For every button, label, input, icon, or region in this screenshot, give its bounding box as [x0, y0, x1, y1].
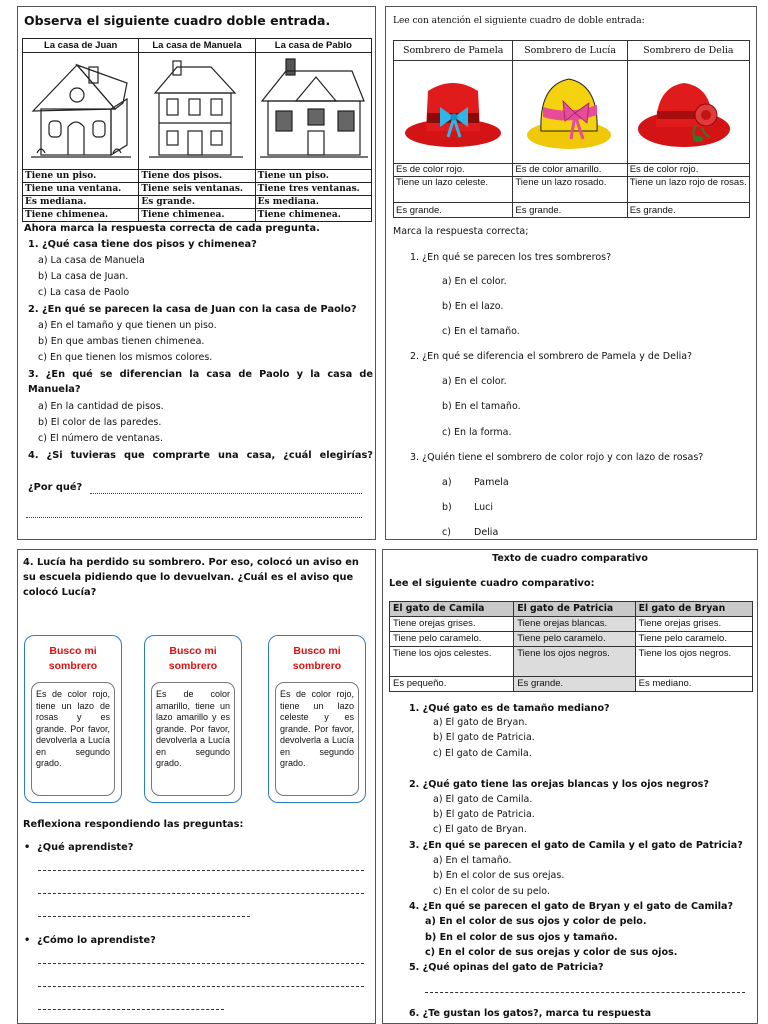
cats-table: [389, 601, 753, 692]
houses-cell-r2c1: Tiene una ventana.: [23, 183, 139, 196]
panel1-answer-line-2[interactable]: [26, 517, 362, 518]
cats-cell-r3c2: Tiene los ojos negros.: [514, 647, 635, 677]
notice-card-3-body: Es de color rojo, tiene un lazo celeste y es grande. Por favor, devolverla a Lucía en segundo grado.: [275, 682, 359, 796]
hats-header-pamela: Sombrero de Pamela: [394, 41, 513, 61]
panel1-question-4: 4. ¿Si tuvieras que comprarte una casa, ¿cuál elegirías?: [28, 450, 373, 461]
notice-card-2[interactable]: [144, 635, 242, 803]
houses-cell-r3c1: Es mediana.: [23, 196, 139, 209]
yellow-hat-pink-bow-icon: [513, 61, 626, 159]
panel4-q3-option-b[interactable]: b) En el color de sus orejas.: [433, 870, 565, 881]
panel1-q3-option-b[interactable]: b) El color de las paredes.: [38, 417, 162, 428]
bullet-dot-icon: •: [24, 842, 38, 853]
panel4-question-4: 4. ¿En qué se parecen el gato de Bryan y el gato de Camila?: [409, 901, 734, 912]
hat-lucia-image: [513, 61, 627, 164]
panel2-q3-option-b-letter[interactable]: b): [442, 502, 452, 513]
red-hat-roses-icon: [628, 61, 748, 159]
panel3-answer-line-5[interactable]: [38, 986, 364, 987]
panel4-q2-option-c[interactable]: c) El gato de Bryan.: [433, 824, 527, 835]
houses-cell-r2c3: Tiene tres ventanas.: [255, 183, 371, 196]
houses-cell-r4c3: Tiene chimenea.: [255, 209, 371, 222]
panel3-answer-line-6[interactable]: [38, 1009, 224, 1010]
panel1-question-2: 2. ¿En qué se parecen la casa de Juan con la casa de Paolo?: [28, 304, 357, 315]
panel1-q3-option-a[interactable]: a) En la cantidad de pisos.: [38, 401, 164, 412]
houses-cell-r3c2: Es grande.: [139, 196, 255, 209]
houses-header-pablo: La casa de Pablo: [255, 39, 371, 53]
hats-cell-r3c3: Es grande.: [627, 203, 749, 218]
hats-cell-r3c1: Es grande.: [394, 203, 513, 218]
panel3-answer-line-1[interactable]: [38, 870, 364, 871]
panel2-question-1: 1. ¿En qué se parecen los tres sombreros?: [410, 252, 612, 263]
houses-cell-r1c1: Tiene un piso.: [23, 170, 139, 183]
panel4-q2-option-a[interactable]: a) El gato de Camila.: [433, 794, 533, 805]
panel3-bullet-1: • ¿Qué aprendiste?: [24, 842, 134, 853]
panel1-q2-option-b[interactable]: b) En que ambas tienen chimenea.: [38, 336, 205, 347]
panel2-question-2: 2. ¿En qué se diferencia el sombrero de Pamela y de Delia?: [410, 351, 693, 362]
cats-cell-r1c3: Tiene orejas grises.: [635, 617, 752, 632]
panel1-q1-option-c[interactable]: c) La casa de Paolo: [38, 287, 130, 298]
notice-card-1-body: Es de color rojo, tiene un lazo de rosas y es grande. Por favor, devolverla a Lucía en segundo grado.: [31, 682, 115, 796]
hat-pamela-image: [394, 61, 513, 164]
cats-cell-r4c3: Es mediano.: [635, 677, 752, 692]
houses-header-manuela: La casa de Manuela: [139, 39, 255, 53]
houses-cell-r4c2: Tiene chimenea.: [139, 209, 255, 222]
panel2-q3-option-c-text[interactable]: Delia: [474, 527, 499, 538]
hats-cell-r1c3: Es de color rojo.: [627, 164, 749, 177]
panel2-q1-option-b[interactable]: b) En el lazo.: [442, 301, 504, 312]
panel2-q1-option-c[interactable]: c) En el tamaño.: [442, 326, 520, 337]
cats-cell-r1c1: Tiene orejas grises.: [390, 617, 514, 632]
houses-header-juan: La casa de Juan: [23, 39, 139, 53]
hats-cell-r2c2: Tiene un lazo rosado.: [513, 177, 627, 203]
panel2-q3-option-b-text[interactable]: Luci: [474, 502, 494, 513]
panel4-q1-option-b[interactable]: b) El gato de Patricia.: [433, 732, 535, 743]
house-manuela-image: [139, 53, 255, 170]
panel3-answer-line-2[interactable]: [38, 893, 364, 894]
panel3-answer-line-3[interactable]: [38, 916, 250, 917]
panel2-q2-option-c[interactable]: c) En la forma.: [442, 427, 512, 438]
panel4-q4-option-b[interactable]: b) En el color de sus ojos y tamaño.: [425, 932, 618, 943]
panel1-question-3-cont: Manuela?: [28, 384, 81, 395]
bullet-dot-icon: •: [24, 935, 38, 946]
panel3-answer-line-4[interactable]: [38, 963, 364, 964]
cats-cell-r3c3: Tiene los ojos negros.: [635, 647, 752, 677]
panel4-q4-option-a[interactable]: a) En el color de sus ojos y color de pelo.: [425, 916, 647, 927]
cats-header-patricia: El gato de Patricia: [514, 602, 635, 617]
cats-cell-r2c3: Tiene pelo caramelo.: [635, 632, 752, 647]
cats-header-camila: El gato de Camila: [390, 602, 514, 617]
notice-card-2-body: Es de color amarillo, tiene un lazo amarillo y es grande. Por favor, devolverla a Lucía en segundo grado.: [151, 682, 235, 796]
panel1-q1-option-a[interactable]: a) La casa de Manuela: [38, 255, 145, 266]
cats-worksheet-panel: [382, 549, 758, 1024]
hats-cell-r1c1: Es de color rojo.: [394, 164, 513, 177]
house-juan-image: [23, 53, 139, 170]
houses-cell-r3c3: Es mediana.: [255, 196, 371, 209]
house-one-floor-icon: [23, 53, 138, 165]
houses-cell-r4c1: Tiene chimenea.: [23, 209, 139, 222]
panel2-intro: Lee con atención el siguiente cuadro de doble entrada:: [393, 16, 645, 26]
lost-hat-panel: [17, 549, 376, 1024]
cats-cell-r4c2: Es grande.: [514, 677, 635, 692]
panel4-q3-option-c[interactable]: c) En el color de su pelo.: [433, 886, 550, 897]
panel1-q2-option-c[interactable]: c) En que tienen los mismos colores.: [38, 352, 213, 363]
cats-cell-r2c2: Tiene pelo caramelo.: [514, 632, 635, 647]
panel2-q3-option-c-letter[interactable]: c): [442, 527, 451, 538]
panel2-q3-option-a-text[interactable]: Pamela: [474, 477, 509, 488]
hats-header-lucia: Sombrero de Lucía: [513, 41, 627, 61]
houses-cell-r1c3: Tiene un piso.: [255, 170, 371, 183]
panel4-question-1: 1. ¿Qué gato es de tamaño mediano?: [409, 703, 610, 714]
hats-cell-r2c3: Tiene un lazo rojo de rosas.: [627, 177, 749, 203]
panel1-answer-line-1[interactable]: [90, 493, 362, 494]
panel1-q3-option-c[interactable]: c) El número de ventanas.: [38, 433, 164, 444]
cats-cell-r3c1: Tiene los ojos celestes.: [390, 647, 514, 677]
panel1-q2-option-a[interactable]: a) En el tamaño y que tienen un piso.: [38, 320, 217, 331]
panel2-q2-option-b[interactable]: b) En el tamaño.: [442, 401, 521, 412]
panel1-question-3: 3. ¿En qué se diferencian la casa de Paolo y la casa de: [28, 369, 373, 380]
panel4-title: Texto de cuadro comparativo: [492, 553, 648, 564]
house-pablo-image: [255, 53, 371, 170]
red-hat-blue-bow-icon: [394, 61, 512, 159]
panel1-instruction: Ahora marca la respuesta correcta de cada pregunta.: [24, 223, 320, 234]
houses-cell-r1c2: Tiene dos pisos.: [139, 170, 255, 183]
hats-header-delia: Sombrero de Delia: [627, 41, 749, 61]
notice-card-1-title: Busco mi sombrero: [48, 645, 98, 672]
panel4-question-6: 6. ¿Te gustan los gatos?, marca tu respuesta: [409, 1008, 652, 1019]
panel4-intro: Lee el siguiente cuadro comparativo:: [389, 578, 595, 589]
hats-worksheet-panel: [385, 6, 757, 540]
panel2-q3-option-a-letter[interactable]: a): [442, 477, 452, 488]
cats-cell-r2c1: Tiene pelo caramelo.: [390, 632, 514, 647]
panel3-intro: 4. Lucía ha perdido su sombrero. Por eso, colocó un aviso en su escuela pidiendo que lo devuelvan. ¿Cuál es el aviso que colocó Lucía?: [23, 557, 359, 598]
notice-card-3-title: Busco mi sombrero: [292, 645, 342, 672]
panel2-instruction: Marca la respuesta correcta;: [393, 226, 529, 237]
house-two-floor-icon: [139, 53, 254, 165]
cats-header-bryan: El gato de Bryan: [635, 602, 752, 617]
panel4-q1-option-a[interactable]: a) El gato de Bryan.: [433, 717, 528, 728]
hat-delia-image: [627, 61, 749, 164]
panel2-question-3: 3. ¿Quién tiene el sombrero de color rojo y con lazo de rosas?: [410, 452, 704, 463]
panel4-q4-option-c[interactable]: c) En el color de sus orejas y color de sus ojos.: [425, 947, 678, 958]
panel4-answer-line[interactable]: [425, 992, 745, 993]
houses-cell-r2c2: Tiene seis ventanas.: [139, 183, 255, 196]
panel4-question-5: 5. ¿Qué opinas del gato de Patricia?: [409, 962, 604, 973]
panel4-question-3: 3. ¿En qué se parecen el gato de Camila y el gato de Patricia?: [409, 840, 743, 851]
house-cottage-icon: [256, 53, 371, 165]
panel1-porque-label: ¿Por qué?: [28, 482, 83, 493]
notice-card-1[interactable]: [24, 635, 122, 803]
cats-cell-r1c2: Tiene orejas blancas.: [514, 617, 635, 632]
houses-table: [22, 38, 372, 222]
notice-card-2-title: Busco mi sombrero: [168, 645, 218, 672]
panel2-q1-option-a[interactable]: a) En el color.: [442, 276, 507, 287]
panel4-question-2: 2. ¿Qué gato tiene las orejas blancas y los ojos negros?: [409, 779, 709, 790]
panel3-bullet-2: • ¿Cómo lo aprendiste?: [24, 935, 156, 946]
panel2-q2-option-a[interactable]: a) En el color.: [442, 376, 507, 387]
hats-cell-r3c2: Es grande.: [513, 203, 627, 218]
panel1-title: Observa el siguiente cuadro doble entrada.: [24, 13, 331, 28]
panel3-reflexiona: Reflexiona respondiendo las preguntas:: [23, 819, 244, 830]
hats-cell-r1c2: Es de color amarillo.: [513, 164, 627, 177]
houses-worksheet-panel: [17, 6, 376, 540]
notice-card-3[interactable]: [268, 635, 366, 803]
panel4-q3-option-a[interactable]: a) En el tamaño.: [433, 855, 512, 866]
panel1-q1-option-b[interactable]: b) La casa de Juan.: [38, 271, 129, 282]
cats-cell-r4c1: Es pequeño.: [390, 677, 514, 692]
hats-table: [393, 40, 750, 218]
panel4-q1-option-c[interactable]: c) El gato de Camila.: [433, 748, 532, 759]
panel4-q2-option-b[interactable]: b) El gato de Patricia.: [433, 809, 535, 820]
panel1-question-1: 1. ¿Qué casa tiene dos pisos y chimenea?: [28, 239, 257, 250]
hats-cell-r2c1: Tiene un lazo celeste.: [394, 177, 513, 203]
